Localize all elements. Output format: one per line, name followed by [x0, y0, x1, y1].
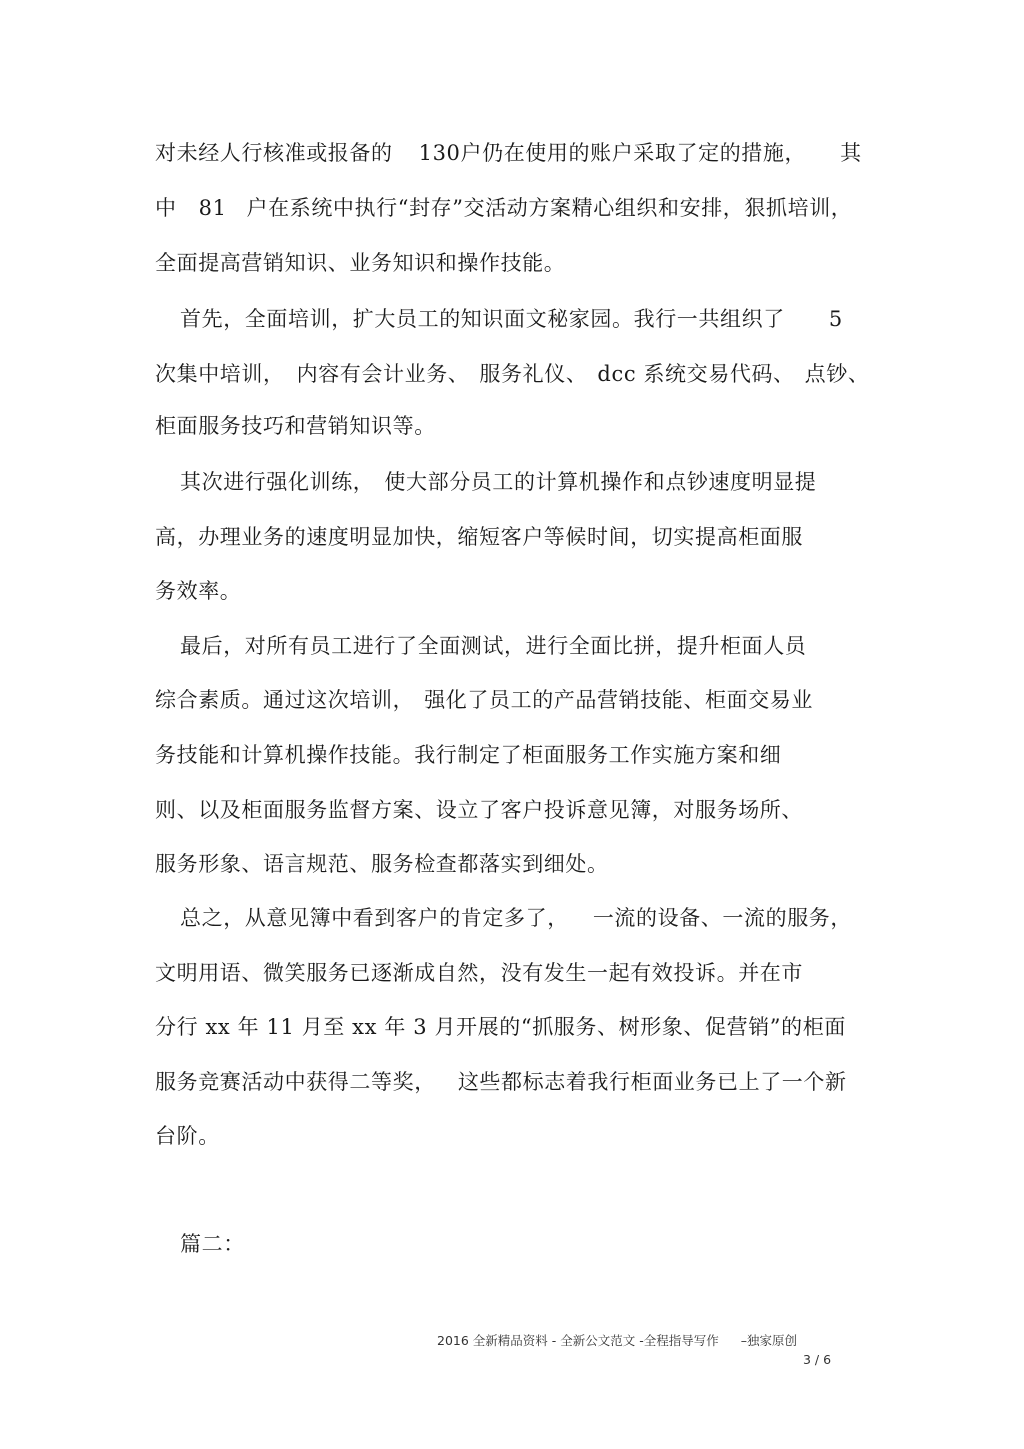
text-segment: 点钞、: [804, 362, 870, 386]
paragraph-5-line-1: [180, 903, 900, 933]
text-segment: 使大部分员工的计算机操作和点钞速度明显提: [384, 470, 817, 494]
paragraph-5-line-5: 台阶。: [155, 1124, 220, 1148]
text-segment: 其次进行强化训练，: [180, 470, 375, 494]
text-segment: 一流的设备、一流的服务，: [592, 906, 853, 930]
paragraph-2-line-2: [155, 359, 875, 389]
paragraph-4-line-5: 服务形象、语言规范、服务检查都落实到细处。: [155, 852, 609, 876]
text-segment: 服务礼仪、: [479, 362, 588, 386]
footer-text-a: 2016 全新精品资料 - 全新公文范文 -全程指导写作: [437, 1333, 719, 1348]
paragraph-4-line-2: [155, 685, 875, 715]
text-segment: 服务竞赛活动中获得二等奖，: [155, 1070, 436, 1094]
paragraph-1-line-1: [155, 138, 875, 168]
text-segment: 户在系统中执行“封存”交活动方案精心组织和安排，狠抓培训，: [246, 196, 853, 220]
text-segment: 其: [840, 141, 862, 165]
text-segment: 首先，全面培训，扩大员工的知识面文秘家园。我行一共组织了: [180, 307, 785, 331]
paragraph-4-line-1: 最后，对所有员工进行了全面测试，进行全面比拼，提升柜面人员: [180, 634, 807, 658]
page-number: 3 / 6: [803, 1352, 832, 1367]
footer-text: [437, 1331, 797, 1349]
paragraph-2-line-1: [180, 304, 900, 334]
text-segment: 81: [198, 196, 227, 220]
footer-text-b: –独家原创: [740, 1333, 797, 1348]
text-segment: 这些都标志着我行柜面业务已上了一个新: [457, 1070, 847, 1094]
paragraph-2-line-3: 柜面服务技巧和营销知识等。: [155, 414, 436, 438]
paragraph-5-line-2: 文明用语、微笑服务已逐渐成自然，没有发生一起有效投诉。并在市: [155, 961, 803, 985]
paragraph-3-line-3: 务效率。: [155, 579, 242, 603]
text-segment: 5: [828, 307, 843, 331]
text-segment: 综合素质。通过这次培训，: [155, 688, 415, 712]
paragraph-3-line-2: 高，办理业务的速度明显加快，缩短客户等候时间，切实提高柜面服: [155, 525, 803, 549]
paragraph-4-line-4: 则、以及柜面服务监督方案、设立了客户投诉意见簿，对服务场所、: [155, 798, 803, 822]
paragraph-4-line-3: 务技能和计算机操作技能。我行制定了柜面服务工作实施方案和细: [155, 743, 782, 767]
paragraph-5-line-3: 分行 xx 年 11 月至 xx 年 3 月开展的“抓服务、树形象、促营销”的柜面: [155, 1015, 846, 1039]
text-segment: 次集中培训，: [155, 362, 285, 386]
text-segment: dcc 系统交易代码、: [597, 362, 795, 386]
paragraph-5-line-4: [155, 1067, 875, 1097]
section-heading: 篇二：: [180, 1232, 245, 1256]
paragraph-1-line-2: [155, 193, 875, 223]
text-segment: 总之，从意见簿中看到客户的肯定多了，: [180, 906, 569, 930]
paragraph-1-line-3: 全面提高营销知识、业务知识和操作技能。: [155, 251, 566, 275]
text-segment: 强化了员工的产品营销技能、柜面交易业: [424, 688, 814, 712]
paragraph-3-line-1: [180, 467, 900, 497]
text-segment: 内容有会计业务、: [296, 362, 470, 386]
text-segment: 对未经人行核准或报备的: [155, 141, 393, 165]
text-segment: 130户仍在使用的账户采取了定的措施，: [418, 141, 807, 165]
text-segment: 中: [155, 196, 177, 220]
